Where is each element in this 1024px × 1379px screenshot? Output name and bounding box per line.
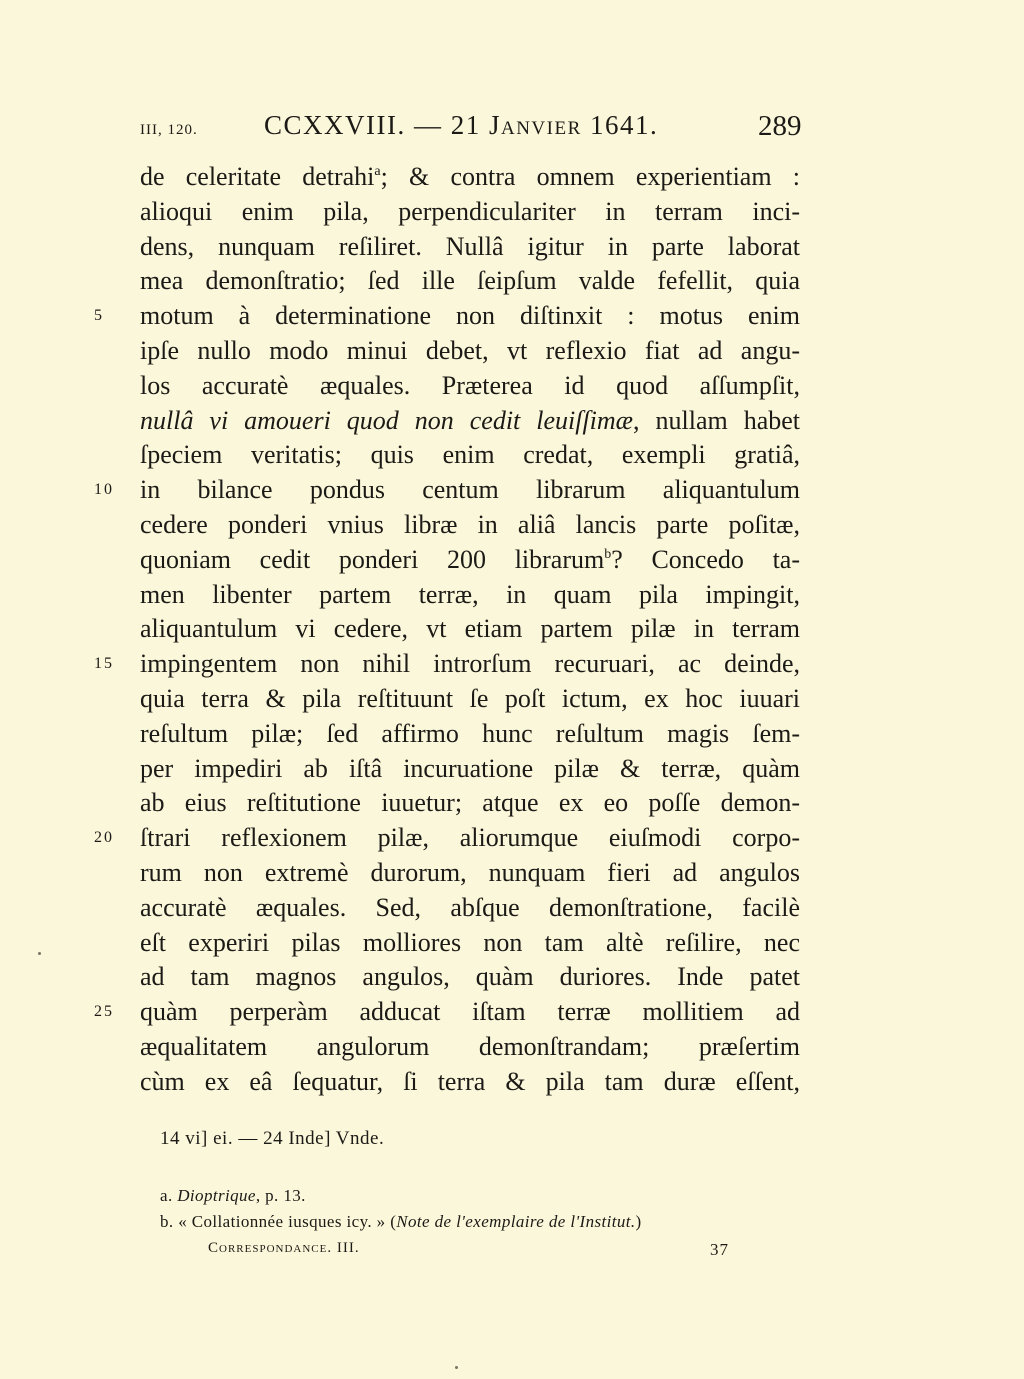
text-run: de celeritate detrahi [140,162,375,191]
text-run: in bilance pondus centum librarum aliquantulum [140,475,800,505]
text-line [140,369,800,404]
line-text [140,1030,800,1065]
text-line [140,1065,800,1100]
line-text [140,404,800,439]
text-line [94,995,800,1030]
text-line [140,1030,800,1065]
text-line [140,438,800,473]
text-run: per impediri ab iſtâ incuruatione pilæ & terræ, quàm [140,753,800,783]
line-text [140,752,800,787]
text-line [140,682,800,717]
signature-mark: Correspondance. III. [208,1240,360,1256]
text-line [94,821,800,856]
line-text [140,543,800,578]
text-run: aliquantulum vi cedere, vt etiam partem pilæ in terram [140,614,800,644]
text-line [140,334,800,369]
text-line [94,299,800,334]
text-line [140,543,800,578]
line-number: 5 [94,307,104,325]
text-run: ſtrari reflexionem pilæ, aliorumque eiuſmodi corpo- [140,823,800,853]
line-text [140,612,800,647]
line-text [140,578,800,613]
line-text [140,473,800,508]
text-line [140,508,800,543]
line-text [140,682,800,717]
line-text [140,369,800,404]
text-run: impingentem non nihil introrſum recuruari, ac deinde, [140,649,800,679]
text-run: eſt experiri pilas molliores non tam altè reſilire, nec [140,927,800,957]
text-line [140,752,800,787]
text-line [140,578,800,613]
text-run: , p. 13. [255,1186,306,1205]
italic-text: Dioptrique [177,1186,256,1205]
line-text [140,821,800,856]
volume-page-reference: III, 120. [140,122,198,138]
text-run: ; & contra omnem experientiam : [380,162,800,191]
footnote-marker: a [374,164,381,179]
line-text [140,717,800,752]
line-text [140,438,800,473]
text-run: alioqui enim pila, perpendiculariter in terram inci- [140,196,800,226]
text-run: æqualitatem angulorum demonſtrandam; præſertim [140,1031,800,1061]
text-run: , nullam habet [633,405,800,435]
italic-text: Note de l'exemplaire de l'Institut. [396,1212,636,1231]
line-text [140,299,800,334]
text-run: ) [635,1212,642,1231]
text-line [140,612,800,647]
text-run: accuratè æquales. Sed, abſque demonſtratione, facilè [140,892,800,922]
text-run: motum à determinatione non diſtinxit : motus enim [140,301,800,331]
text-run: ſpeciem veritatis; quis enim credat, exempli gratiâ, [140,440,800,470]
line-text [140,786,800,821]
text-run: b. « Collationnée iusques icy. » ( [160,1212,397,1231]
line-text [140,1065,800,1100]
line-text [140,508,800,543]
line-number: 10 [94,481,114,499]
line-number: 20 [94,829,114,847]
text-line [140,160,800,195]
text-line [140,230,800,265]
footnote-marker: b [604,546,612,562]
text-line [140,856,800,891]
text-run: ad tam magnos angulos, quàm duriores. Inde patet [140,962,800,992]
line-text [140,891,800,926]
text-line [140,404,800,439]
line-text [140,195,800,230]
text-run: ab eius reſtitutione iuuetur; atque ex eo poſſe demon- [140,788,800,818]
signature-number: 37 [710,1240,729,1259]
paper-speck [455,1366,458,1369]
text-run: rum non extremè durorum, nunquam fieri ad angulos [140,857,800,887]
text-run: cùm ex eâ ſequatur, ſi terra & pila tam duræ eſſent, [140,1066,800,1096]
text-run: mea demonſtratio; ſed ille ſeipſum valde fefellit, quia [140,266,800,296]
text-run: dens, nunquam reſiliret. Nullâ igitur in parte laborat [140,231,800,261]
line-number: 25 [94,1003,114,1021]
text-line [140,717,800,752]
footnote [160,1183,642,1209]
italic-text: nullâ vi amoueri quod non cedit leuiſſimæ [140,405,634,435]
paper-speck [38,952,41,955]
text-line [94,473,800,508]
page-number: 289 [758,110,802,142]
text-line [140,960,800,995]
text-line [140,264,800,299]
text-line [140,926,800,961]
text-run: quoniam cedit ponderi 200 librarum [140,544,605,574]
text-line [140,786,800,821]
footnotes [160,1183,642,1235]
text-line [94,647,800,682]
text-run: quia terra & pila reſtituunt ſe poſt ictum, ex hoc iuuari [140,683,800,713]
text-run: ? Concedo ta- [611,544,800,574]
text-line [140,891,800,926]
text-run: los accuratè æquales. Præterea id quod aſſumpſit, [140,370,800,400]
line-text [140,926,800,961]
text-run: a. [160,1186,178,1205]
line-text [140,647,800,682]
main-text [94,160,800,1100]
line-text [140,856,800,891]
text-run: ipſe nullo modo minui debet, vt reflexio fiat ad angu- [140,335,800,365]
text-run: reſultum pilæ; ſed affirmo hunc reſultum magis ſem- [140,718,800,748]
line-number: 15 [94,655,114,673]
line-text [140,334,800,369]
text-line [140,195,800,230]
page-header [0,108,1024,152]
text-run: cedere ponderi vnius libræ in aliâ lancis parte poſitæ, [140,509,800,539]
running-title: CCXXVIII. — 21 Janvier 1641. [264,110,659,140]
line-text [140,995,800,1030]
signature-footer [208,1237,738,1263]
footnote [160,1209,642,1235]
line-text [140,960,800,995]
textual-variants: 14 vi] ei. — 24 Inde] Vnde. [160,1128,385,1149]
line-text [140,160,800,195]
line-text [140,264,800,299]
text-run: quàm perperàm adducat iſtam terræ mollitiem ad [140,997,800,1027]
line-text [140,230,800,265]
text-run: men libenter partem terræ, in quam pila impingit, [140,579,800,609]
